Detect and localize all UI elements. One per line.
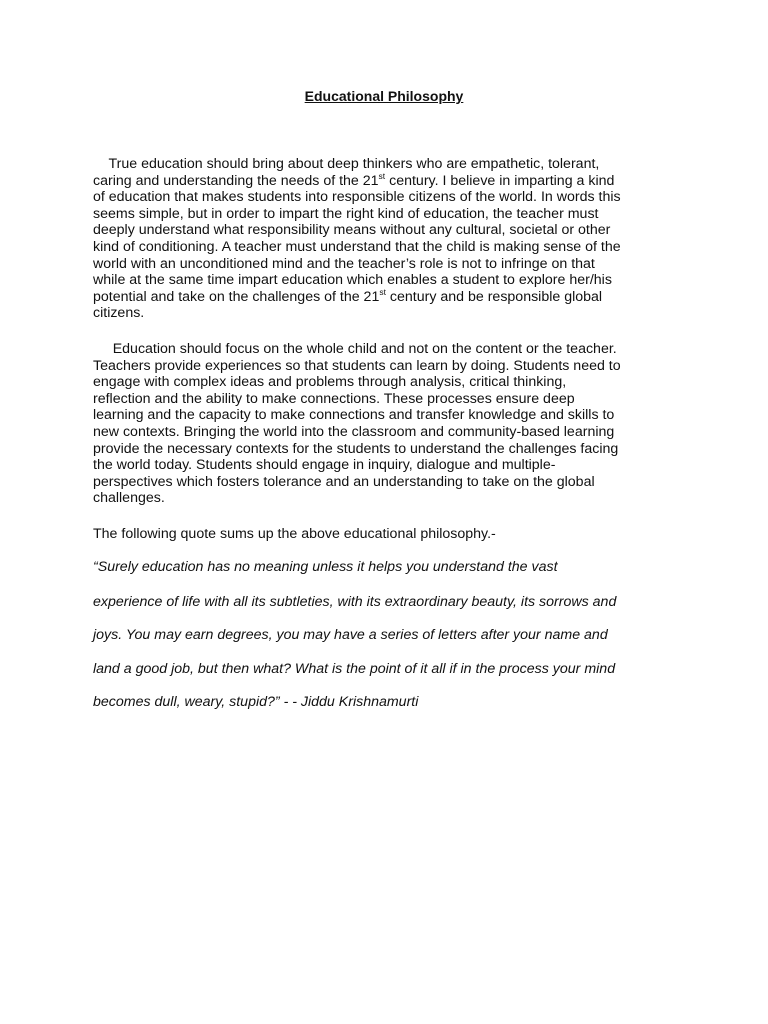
superscript-st: st (378, 170, 386, 181)
paragraph-1-line-9-text-b: century and be responsible global (385, 288, 603, 305)
quote-line-3: joys. You may earn degrees, you may have a series of letters after your name and (93, 627, 608, 643)
paragraph-2-line-10: challenges. (93, 490, 165, 507)
paragraph-1-line-2-text-b: century. I believe in imparting a kind (385, 172, 615, 189)
paragraph-2-line-5: learning and the capacity to make connections and transfer knowledge and skills to (93, 407, 615, 424)
paragraph-1-line-6: kind of conditioning. A teacher must understand that the child is making sense of the (93, 238, 621, 255)
paragraph-1 (93, 156, 683, 322)
superscript-st: st (379, 286, 386, 297)
paragraph-2-line-3: engage with complex ideas and problems through analysis, critical thinking, (93, 374, 567, 391)
quote-line-1: “Surely education has no meaning unless it helps you understand the vast (93, 559, 558, 575)
paragraph-1-line-9-text-a: potential and take on the challenges of the 21 (93, 288, 380, 305)
quote-line-4: land a good job, but then what? What is the point of it all if in the process your mind (93, 661, 616, 677)
paragraph-2-line-6: new contexts. Bringing the world into the classroom and community-based learning (93, 423, 615, 440)
paragraph-1-line-5: deeply understand what responsibility means without any cultural, societal or other (93, 222, 611, 239)
paragraph-1-line-3: of education that makes students into responsible citizens of the world. In words this (93, 189, 621, 206)
paragraph-2-line-9: perspectives which fosters tolerance and an understanding to take on the global (93, 473, 595, 490)
quote-line-2: experience of life with all its subtleties, with its extraordinary beauty, its sorrows and (93, 594, 617, 610)
paragraph-1-line-2-text-a: caring and understanding the needs of the 21 (93, 172, 379, 189)
paragraph-1-line-9 (93, 286, 683, 306)
paragraph-3: The following quote sums up the above educational philosophy.- (93, 526, 496, 542)
paragraph-1-line-1: True education should bring about deep thinkers who are empathetic, tolerant, (93, 156, 600, 172)
paragraph-2-line-2: Teachers provide experiences so that students can learn by doing. Students need to (93, 357, 621, 374)
paragraph-1-line-8: while at the same time impart education which enables a student to explore her/his (93, 272, 612, 289)
paragraph-1-line-2 (93, 170, 683, 190)
paragraph-2-line-8: the world today. Students should engage in inquiry, dialogue and multiple- (93, 457, 556, 474)
quote-line-5: becomes dull, weary, stupid?” - - Jiddu Krishnamurti (93, 694, 419, 710)
document-title: Educational Philosophy (304, 88, 464, 104)
paragraph-1-line-10: citizens. (93, 305, 145, 322)
paragraph-2-line-1: Education should focus on the whole child and not on the content or the teacher. (93, 341, 617, 357)
paragraph-2 (93, 341, 683, 507)
paragraph-1-line-7: world with an unconditioned mind and the teacher’s role is not to infringe on that (93, 255, 595, 272)
paragraph-2-line-7: provide the necessary contexts for the students to understand the challenges facing (93, 440, 619, 457)
paragraph-1-line-4: seems simple, but in order to impart the right kind of education, the teacher must (93, 205, 599, 222)
paragraph-2-line-4: reflection and the ability to make connections. These processes ensure deep (93, 390, 575, 407)
